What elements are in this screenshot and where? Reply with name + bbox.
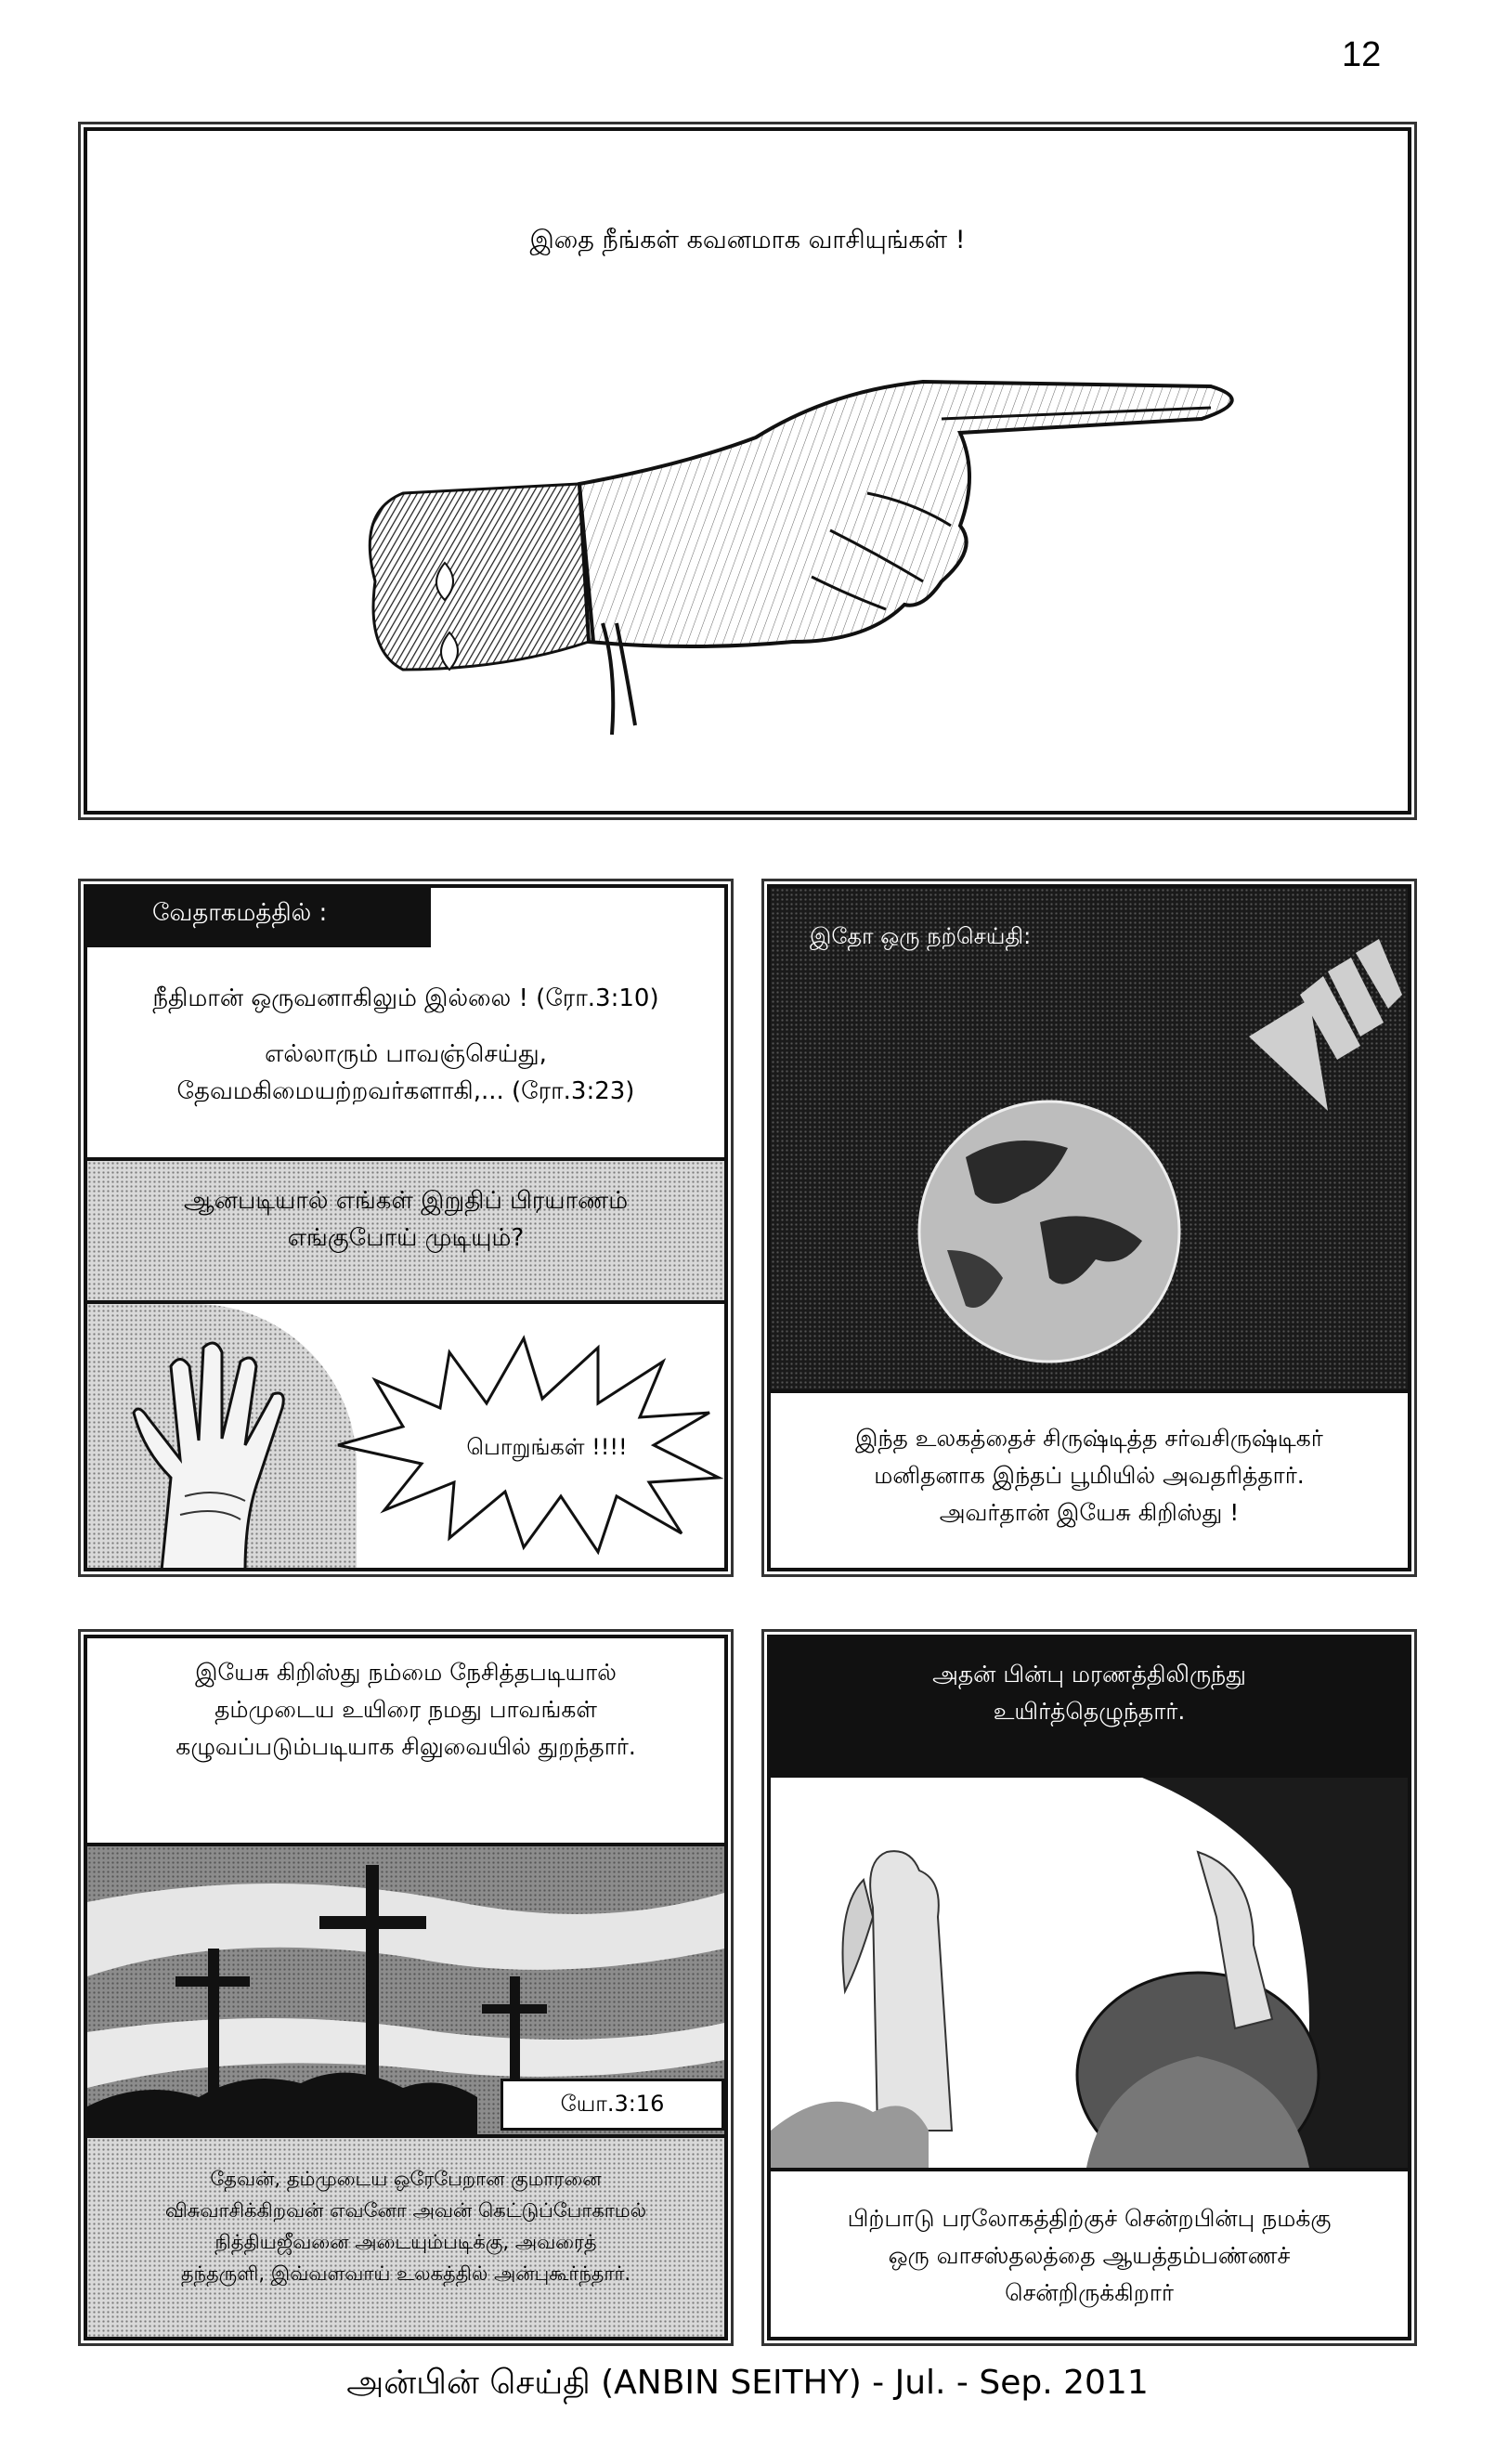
page-number: 12 xyxy=(1342,35,1382,74)
globe-icon xyxy=(910,1092,1189,1371)
panel3-header: இதோ ஒரு நற்செய்தி: xyxy=(810,923,1032,949)
panel-scripture xyxy=(84,884,728,1571)
angel-tomb-icon xyxy=(771,1778,1408,2168)
burst-text: பொறுங்கள் !!!! xyxy=(466,1434,628,1460)
raised-hand-icon xyxy=(106,1329,319,1571)
panel5-header-line2: உயிர்த்தெழுந்தார். xyxy=(993,1698,1186,1725)
john-3-16-line1: தேவன், தம்முடைய ஒரேபேறான குமாரனை xyxy=(210,2168,602,2190)
verse-romans-3-10: நீதிமான் ஒருவனாகிலும் இல்லை ! (ரோ.3:10) xyxy=(152,984,659,1012)
pointing-hand-icon xyxy=(273,363,1276,735)
panel2-header: வேதாகமத்தில் : xyxy=(152,899,328,927)
john-3-16-line2: விசுவாசிக்கிறவன் எவனோ அவன் கெட்டுப்போகாமல் xyxy=(164,2199,647,2222)
panel5-line1: பிற்பாடு பரலோகத்திற்குச் சென்றபின்பு நமக்கு xyxy=(847,2205,1332,2232)
panel-good-news xyxy=(767,884,1411,1571)
panel5-line3: சென்றிருக்கிறார் xyxy=(1005,2279,1174,2306)
panel3-line1: இந்த உலகத்தைச் சிருஷ்டித்த சர்வசிருஷ்டிகர் xyxy=(855,1425,1323,1452)
verse-romans-3-23-line2: தேவமகிமையற்றவர்களாகி,... (ரோ.3:23) xyxy=(176,1077,635,1105)
panel4-line1: இயேசு கிறிஸ்து நம்மை நேசித்தபடியால் xyxy=(195,1659,617,1686)
panel-pointing-hand xyxy=(84,127,1411,815)
panel5-header-line1: அதன் பின்பு மரணத்திலிருந்து xyxy=(932,1661,1246,1688)
question-line2: எங்குபோய் முடியும்? xyxy=(287,1224,525,1252)
verse-romans-3-23-line1: எல்லாரும் பாவஞ்செய்து, xyxy=(265,1040,547,1068)
panel4-line2: தம்முடைய உயிரை நமது பாவங்கள் xyxy=(214,1696,597,1723)
reference-label: யோ.3:16 xyxy=(560,2091,665,2117)
footer: அன்பின் செய்தி (ANBIN SEITHY) - Jul. - Sep. 2011 xyxy=(346,2364,1149,2402)
panel1-caption: இதை நீங்கள் கவனமாக வாசியுங்கள் ! xyxy=(529,226,966,254)
panel2-header-box xyxy=(87,888,431,947)
panel5-line2: ஒரு வாசஸ்தலத்தை ஆயத்தம்பண்ணச் xyxy=(888,2242,1291,2269)
reference-box xyxy=(500,2079,724,2131)
panel3-line3: அவர்தான் இயேசு கிறிஸ்து ! xyxy=(939,1499,1240,1526)
panel-crucifixion xyxy=(84,1635,728,2340)
panel-resurrection xyxy=(767,1635,1411,2340)
panel4-line3: கழுவப்படும்படியாக சிலுவையில் துறந்தார். xyxy=(176,1733,636,1760)
john-3-16-line3: நித்தியஜீவனை அடையும்படிக்கு, அவரைத் xyxy=(214,2231,597,2253)
question-line1: ஆனபடியால் எங்கள் இறுதிப் பிரயாணம் xyxy=(183,1187,629,1215)
panel3-line2: மனிதனாக இந்தப் பூமியில் அவதரித்தார். xyxy=(874,1462,1305,1489)
john-3-16-line4: தந்தருளி, இவ்வளவாய் உலகத்தில் அன்புகூர்ந்தார். xyxy=(180,2262,631,2285)
arrow-icon xyxy=(1161,906,1402,1129)
